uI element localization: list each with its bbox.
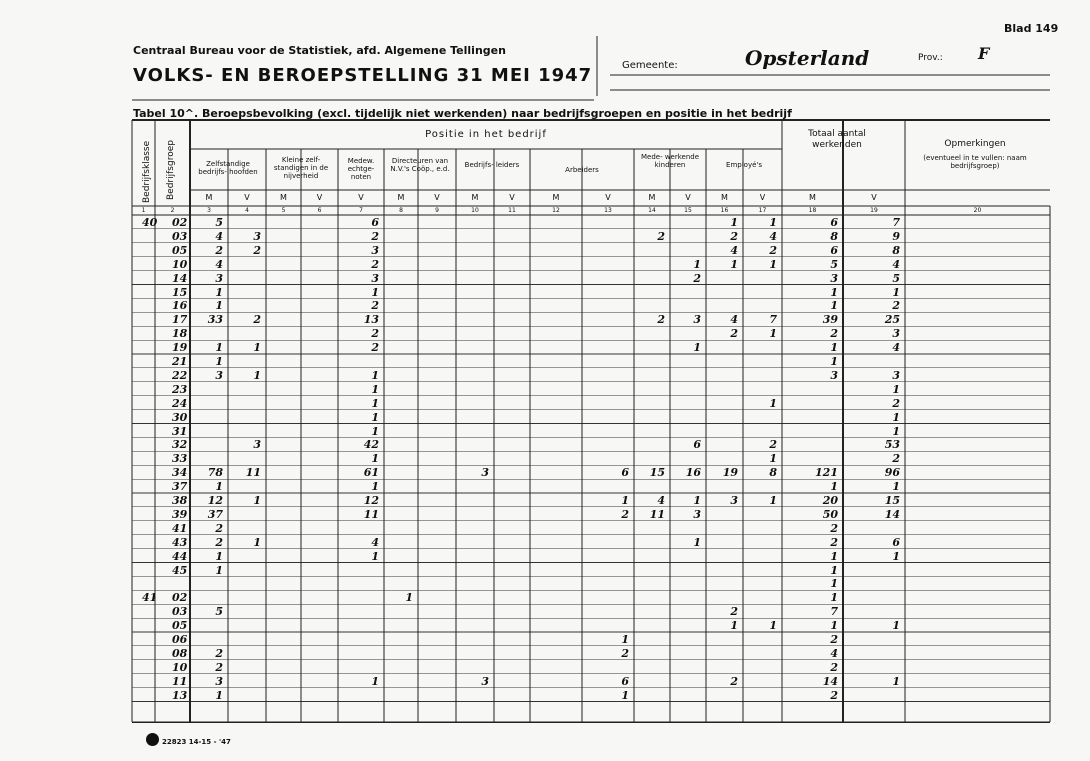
value-cell: 5 — [892, 271, 900, 285]
value-cell: 3 — [693, 507, 701, 521]
header-opmerkingen-note: (eventueel in te vullen: naam bedrijfsgroep) — [923, 154, 1027, 170]
value-cell: 121 — [815, 466, 838, 480]
value-cell: 1 — [693, 257, 701, 271]
groep-cell: 37 — [172, 480, 188, 494]
value-cell: 7 — [892, 216, 900, 229]
value-cell: 1 — [371, 424, 379, 438]
value-cell: 1 — [769, 494, 777, 507]
groep-cell: 10 — [172, 660, 188, 674]
value-cell: 3 — [253, 438, 261, 452]
value-cell: 2 — [215, 535, 223, 549]
column-number: 8 — [399, 207, 403, 214]
value-cell: 1 — [830, 549, 838, 563]
groep-cell: 31 — [172, 424, 188, 438]
value-cell: 1 — [892, 619, 900, 633]
value-cell: 5 — [215, 605, 223, 619]
value-cell: 2 — [730, 674, 738, 688]
value-cell: 1 — [769, 327, 777, 341]
value-cell: 1 — [215, 549, 223, 563]
value-cell: 12 — [363, 494, 379, 507]
table-caption: Tabel 10^. Beroepsbevolking (excl. tijdelijk niet werkenden) naar bedrijfsgroepen en positie in het bedrijf — [133, 107, 792, 120]
value-cell: 3 — [215, 271, 223, 285]
groep-cell: 03 — [172, 229, 188, 243]
mv-header: V — [244, 193, 250, 202]
groep-cell: 18 — [172, 327, 188, 341]
print-code: 22823 14-15 - '47 — [162, 738, 231, 746]
printer-mark-icon — [146, 733, 159, 746]
value-cell: 2 — [215, 660, 223, 674]
column-number: 11 — [508, 207, 516, 214]
groep-cell: 11 — [172, 674, 188, 688]
mv-header: V — [316, 193, 323, 202]
value-cell: 1 — [830, 619, 838, 633]
value-cell: 5 — [215, 216, 223, 229]
sheet-number: Blad 149 — [1004, 22, 1059, 35]
value-cell: 3 — [830, 271, 838, 285]
groep-cell: 17 — [172, 313, 188, 327]
value-cell: 3 — [693, 313, 701, 327]
groep-cell: 44 — [172, 549, 188, 563]
value-cell: 1 — [371, 285, 379, 299]
value-cell: 2 — [371, 257, 379, 271]
header-directeuren: Directeuren van N.V.'s Coöp., e.d. — [390, 157, 450, 173]
value-cell: 11 — [649, 507, 665, 521]
groep-cell: 32 — [172, 438, 188, 452]
value-cell: 61 — [363, 466, 379, 480]
header-employes: Employé's — [726, 161, 762, 169]
groep-cell: 41 — [172, 521, 188, 535]
value-cell: 2 — [253, 243, 261, 257]
value-cell: 4 — [892, 257, 900, 271]
groep-cell: 02 — [172, 591, 188, 605]
value-cell: 1 — [830, 480, 838, 494]
value-cell: 1 — [253, 368, 261, 382]
value-cell: 2 — [730, 327, 738, 341]
header-opmerkingen: Opmerkingen — [944, 139, 1006, 149]
groep-cell: 08 — [172, 646, 188, 660]
klasse-cell: 41 — [142, 591, 158, 605]
value-cell: 1 — [769, 452, 777, 466]
mv-header: V — [871, 193, 877, 202]
column-number: 5 — [281, 207, 286, 214]
value-cell: 1 — [215, 563, 223, 577]
groep-cell: 16 — [172, 299, 188, 313]
groep-cell: 30 — [172, 410, 188, 424]
value-cell: 4 — [371, 535, 379, 549]
value-cell: 1 — [371, 410, 379, 424]
mv-header: M — [205, 193, 213, 202]
value-cell: 1 — [215, 688, 223, 702]
groep-cell: 33 — [172, 452, 188, 466]
header-totaal: Totaal aantal werkenden — [808, 129, 866, 150]
groep-cell: 15 — [172, 285, 188, 299]
value-cell: 2 — [892, 452, 900, 466]
value-cell: 39 — [822, 313, 838, 327]
value-cell: 4 — [830, 646, 838, 660]
value-cell: 2 — [830, 327, 838, 341]
value-cell: 2 — [730, 229, 738, 243]
column-number: 4 — [245, 207, 249, 214]
value-cell: 2 — [215, 646, 223, 660]
value-cell: 4 — [215, 257, 223, 271]
value-cell: 1 — [892, 285, 900, 299]
value-cell: 1 — [215, 341, 223, 355]
column-number: 10 — [471, 207, 479, 214]
mv-header: V — [685, 193, 691, 202]
mv-header: M — [648, 193, 656, 202]
value-cell: 14 — [822, 674, 838, 688]
value-cell: 4 — [730, 243, 738, 257]
groep-cell: 43 — [172, 535, 188, 549]
mv-header: V — [434, 193, 440, 202]
value-cell: 1 — [830, 563, 838, 577]
mv-header: M — [397, 193, 405, 202]
groep-cell: 34 — [172, 466, 188, 480]
value-cell: 3 — [830, 368, 838, 382]
value-cell: 1 — [215, 480, 223, 494]
value-cell: 2 — [371, 341, 379, 355]
groep-cell: 03 — [172, 605, 188, 619]
value-cell: 1 — [253, 535, 261, 549]
value-cell: 1 — [371, 480, 379, 494]
value-cell: 3 — [481, 674, 489, 688]
value-cell: 42 — [363, 438, 379, 452]
value-cell: 1 — [892, 410, 900, 424]
value-cell: 1 — [215, 299, 223, 313]
value-cell: 8 — [892, 243, 900, 257]
groep-cell: 05 — [172, 243, 188, 257]
mv-header: M — [809, 193, 816, 202]
value-cell: 1 — [693, 535, 701, 549]
value-cell: 1 — [892, 549, 900, 563]
value-cell: 1 — [892, 674, 900, 688]
value-cell: 2 — [769, 243, 777, 257]
value-cell: 1 — [769, 619, 777, 633]
value-cell: 1 — [621, 688, 629, 702]
value-cell: 96 — [884, 466, 900, 480]
value-cell: 1 — [371, 452, 379, 466]
mv-header: M — [721, 193, 728, 202]
value-cell: 2 — [769, 438, 777, 452]
value-cell: 9 — [892, 229, 900, 243]
value-cell: 15 — [884, 494, 900, 507]
value-cell: 13 — [363, 313, 379, 327]
groep-cell: 45 — [172, 563, 188, 577]
column-number: 12 — [552, 207, 560, 214]
value-cell: 7 — [769, 313, 777, 327]
value-cell: 2 — [621, 646, 629, 660]
groep-cell: 06 — [172, 633, 188, 646]
header-bedrijfsleiders: Bedrijfs- leiders — [464, 161, 520, 169]
header-medewerkende-kinderen: Mede- werkende kinderen — [640, 153, 700, 169]
value-cell: 1 — [830, 285, 838, 299]
value-cell: 1 — [215, 355, 223, 368]
value-cell: 4 — [769, 229, 777, 243]
value-cell: 1 — [730, 257, 738, 271]
value-cell: 1 — [730, 619, 738, 633]
column-number: 6 — [317, 207, 322, 214]
value-cell: 1 — [253, 494, 261, 507]
gemeente-label: Gemeente: — [622, 60, 678, 71]
value-cell: 6 — [892, 535, 900, 549]
value-cell: 2 — [892, 299, 900, 313]
value-cell: 2 — [830, 535, 838, 549]
value-cell: 3 — [730, 494, 738, 507]
column-number: 16 — [720, 207, 729, 214]
value-cell: 2 — [693, 271, 701, 285]
value-cell: 11 — [363, 507, 379, 521]
value-cell: 25 — [884, 313, 900, 327]
klasse-cell: 40 — [142, 216, 158, 229]
groep-cell: 21 — [172, 355, 188, 368]
value-cell: 53 — [884, 438, 900, 452]
value-cell: 14 — [884, 507, 900, 521]
mv-header: V — [605, 193, 611, 202]
value-cell: 78 — [207, 466, 223, 480]
value-cell: 2 — [371, 299, 379, 313]
groep-cell: 05 — [172, 619, 188, 633]
mv-header: V — [509, 193, 515, 202]
value-cell: 2 — [830, 633, 838, 646]
value-cell: 3 — [481, 466, 489, 480]
value-cell: 19 — [722, 466, 738, 480]
column-number: 17 — [758, 207, 767, 214]
groep-cell: 19 — [172, 341, 188, 355]
value-cell: 1 — [830, 355, 838, 368]
value-cell: 3 — [215, 674, 223, 688]
value-cell: 15 — [649, 466, 665, 480]
value-cell: 1 — [405, 591, 413, 605]
form-title: VOLKS- EN BEROEPSTELLING 31 MEI 1947 — [133, 65, 593, 86]
value-cell: 2 — [830, 521, 838, 535]
value-cell: 2 — [830, 688, 838, 702]
province-label: Prov.: — [918, 53, 943, 63]
header-zelfstandige: Zelfstandige bedrijfs- hoofden — [198, 160, 258, 176]
value-cell: 1 — [830, 341, 838, 355]
value-cell: 1 — [892, 480, 900, 494]
value-cell: 6 — [621, 466, 629, 480]
value-cell: 1 — [215, 285, 223, 299]
value-cell: 3 — [371, 243, 379, 257]
value-cell: 2 — [657, 313, 665, 327]
groep-cell: 23 — [172, 382, 188, 396]
value-cell: 2 — [830, 660, 838, 674]
value-cell: 6 — [693, 438, 701, 452]
value-cell: 1 — [371, 368, 379, 382]
groep-cell: 10 — [172, 257, 188, 271]
value-cell: 6 — [830, 243, 838, 257]
value-cell: 12 — [207, 494, 223, 507]
organization-line: Centraal Bureau voor de Statistiek, afd. Algemene Tellingen — [133, 44, 506, 57]
column-number: 14 — [648, 207, 656, 214]
value-cell: 8 — [769, 466, 777, 480]
column-number: 20 — [973, 207, 982, 214]
value-cell: 2 — [371, 327, 379, 341]
value-cell: 2 — [215, 243, 223, 257]
groep-cell: 14 — [172, 271, 188, 285]
groep-cell: 38 — [172, 494, 188, 507]
value-cell: 33 — [207, 313, 223, 327]
mv-header: M — [552, 193, 560, 202]
mv-header: M — [471, 193, 479, 202]
value-cell: 1 — [830, 591, 838, 605]
value-cell: 6 — [621, 674, 629, 688]
header-medewerkende-echtgenoten: Medew. echtge- noten — [347, 157, 375, 181]
value-cell: 16 — [685, 466, 701, 480]
value-cell: 1 — [371, 396, 379, 410]
value-cell: 11 — [245, 466, 261, 480]
column-number: 7 — [359, 207, 363, 214]
column-number: 1 — [141, 207, 146, 214]
header-kleine-zelfstandigen: Kleine zelf- standigen in de nijverheid — [273, 156, 329, 180]
value-cell: 5 — [830, 257, 838, 271]
value-cell: 3 — [253, 229, 261, 243]
value-cell: 1 — [621, 633, 629, 646]
value-cell: 1 — [371, 382, 379, 396]
value-cell: 4 — [892, 341, 900, 355]
value-cell: 2 — [730, 605, 738, 619]
value-cell: 2 — [892, 396, 900, 410]
gemeente-value: Opsterland — [745, 46, 870, 70]
value-cell: 37 — [207, 507, 223, 521]
value-cell: 3 — [892, 368, 900, 382]
value-cell: 50 — [822, 507, 838, 521]
value-cell: 4 — [730, 313, 738, 327]
value-cell: 2 — [253, 313, 261, 327]
value-cell: 1 — [730, 216, 738, 229]
value-cell: 2 — [371, 229, 379, 243]
value-cell: 6 — [371, 216, 379, 229]
value-cell: 2 — [215, 521, 223, 535]
value-cell: 3 — [371, 271, 379, 285]
value-cell: 6 — [830, 216, 838, 229]
value-cell: 1 — [830, 577, 838, 591]
groep-cell: 24 — [172, 396, 188, 410]
value-cell: 8 — [830, 229, 838, 243]
province-value: F — [978, 44, 990, 63]
groep-cell: 13 — [172, 688, 188, 702]
groep-cell: 22 — [172, 368, 188, 382]
header-bedrijfsgroep: Bedrijfsgroep — [166, 140, 176, 200]
value-cell: 1 — [892, 424, 900, 438]
value-cell: 1 — [693, 341, 701, 355]
value-cell: 2 — [657, 229, 665, 243]
mv-header: M — [280, 193, 287, 202]
value-cell: 20 — [822, 494, 838, 507]
value-cell: 1 — [769, 396, 777, 410]
mv-header: V — [759, 193, 766, 202]
column-number: 13 — [604, 207, 612, 214]
value-cell: 7 — [830, 605, 838, 619]
column-number: 15 — [684, 207, 692, 214]
header-bedrijfsklasse: Bedrijfsklasse — [142, 140, 152, 203]
value-cell: 1 — [892, 382, 900, 396]
column-number: 9 — [435, 207, 439, 214]
value-cell: 1 — [371, 549, 379, 563]
column-number: 18 — [808, 207, 817, 214]
mv-header: V — [358, 193, 364, 202]
value-cell: 1 — [253, 341, 261, 355]
value-cell: 2 — [621, 507, 629, 521]
value-cell: 1 — [830, 299, 838, 313]
value-cell: 4 — [657, 494, 665, 507]
value-cell: 1 — [693, 494, 701, 507]
value-cell: 1 — [371, 674, 379, 688]
value-cell: 3 — [215, 368, 223, 382]
groep-cell: 02 — [172, 216, 188, 229]
value-cell: 1 — [769, 216, 777, 229]
value-cell: 1 — [769, 257, 777, 271]
value-cell: 3 — [892, 327, 900, 341]
value-cell: 4 — [215, 229, 223, 243]
column-number: 2 — [170, 207, 175, 214]
value-cell: 1 — [621, 494, 629, 507]
column-number: 3 — [207, 207, 211, 214]
header-positie: Positie in het bedrijf — [425, 129, 547, 140]
column-number: 19 — [870, 207, 878, 214]
header-arbeiders: Arbeiders — [565, 166, 599, 174]
groep-cell: 39 — [172, 507, 188, 521]
